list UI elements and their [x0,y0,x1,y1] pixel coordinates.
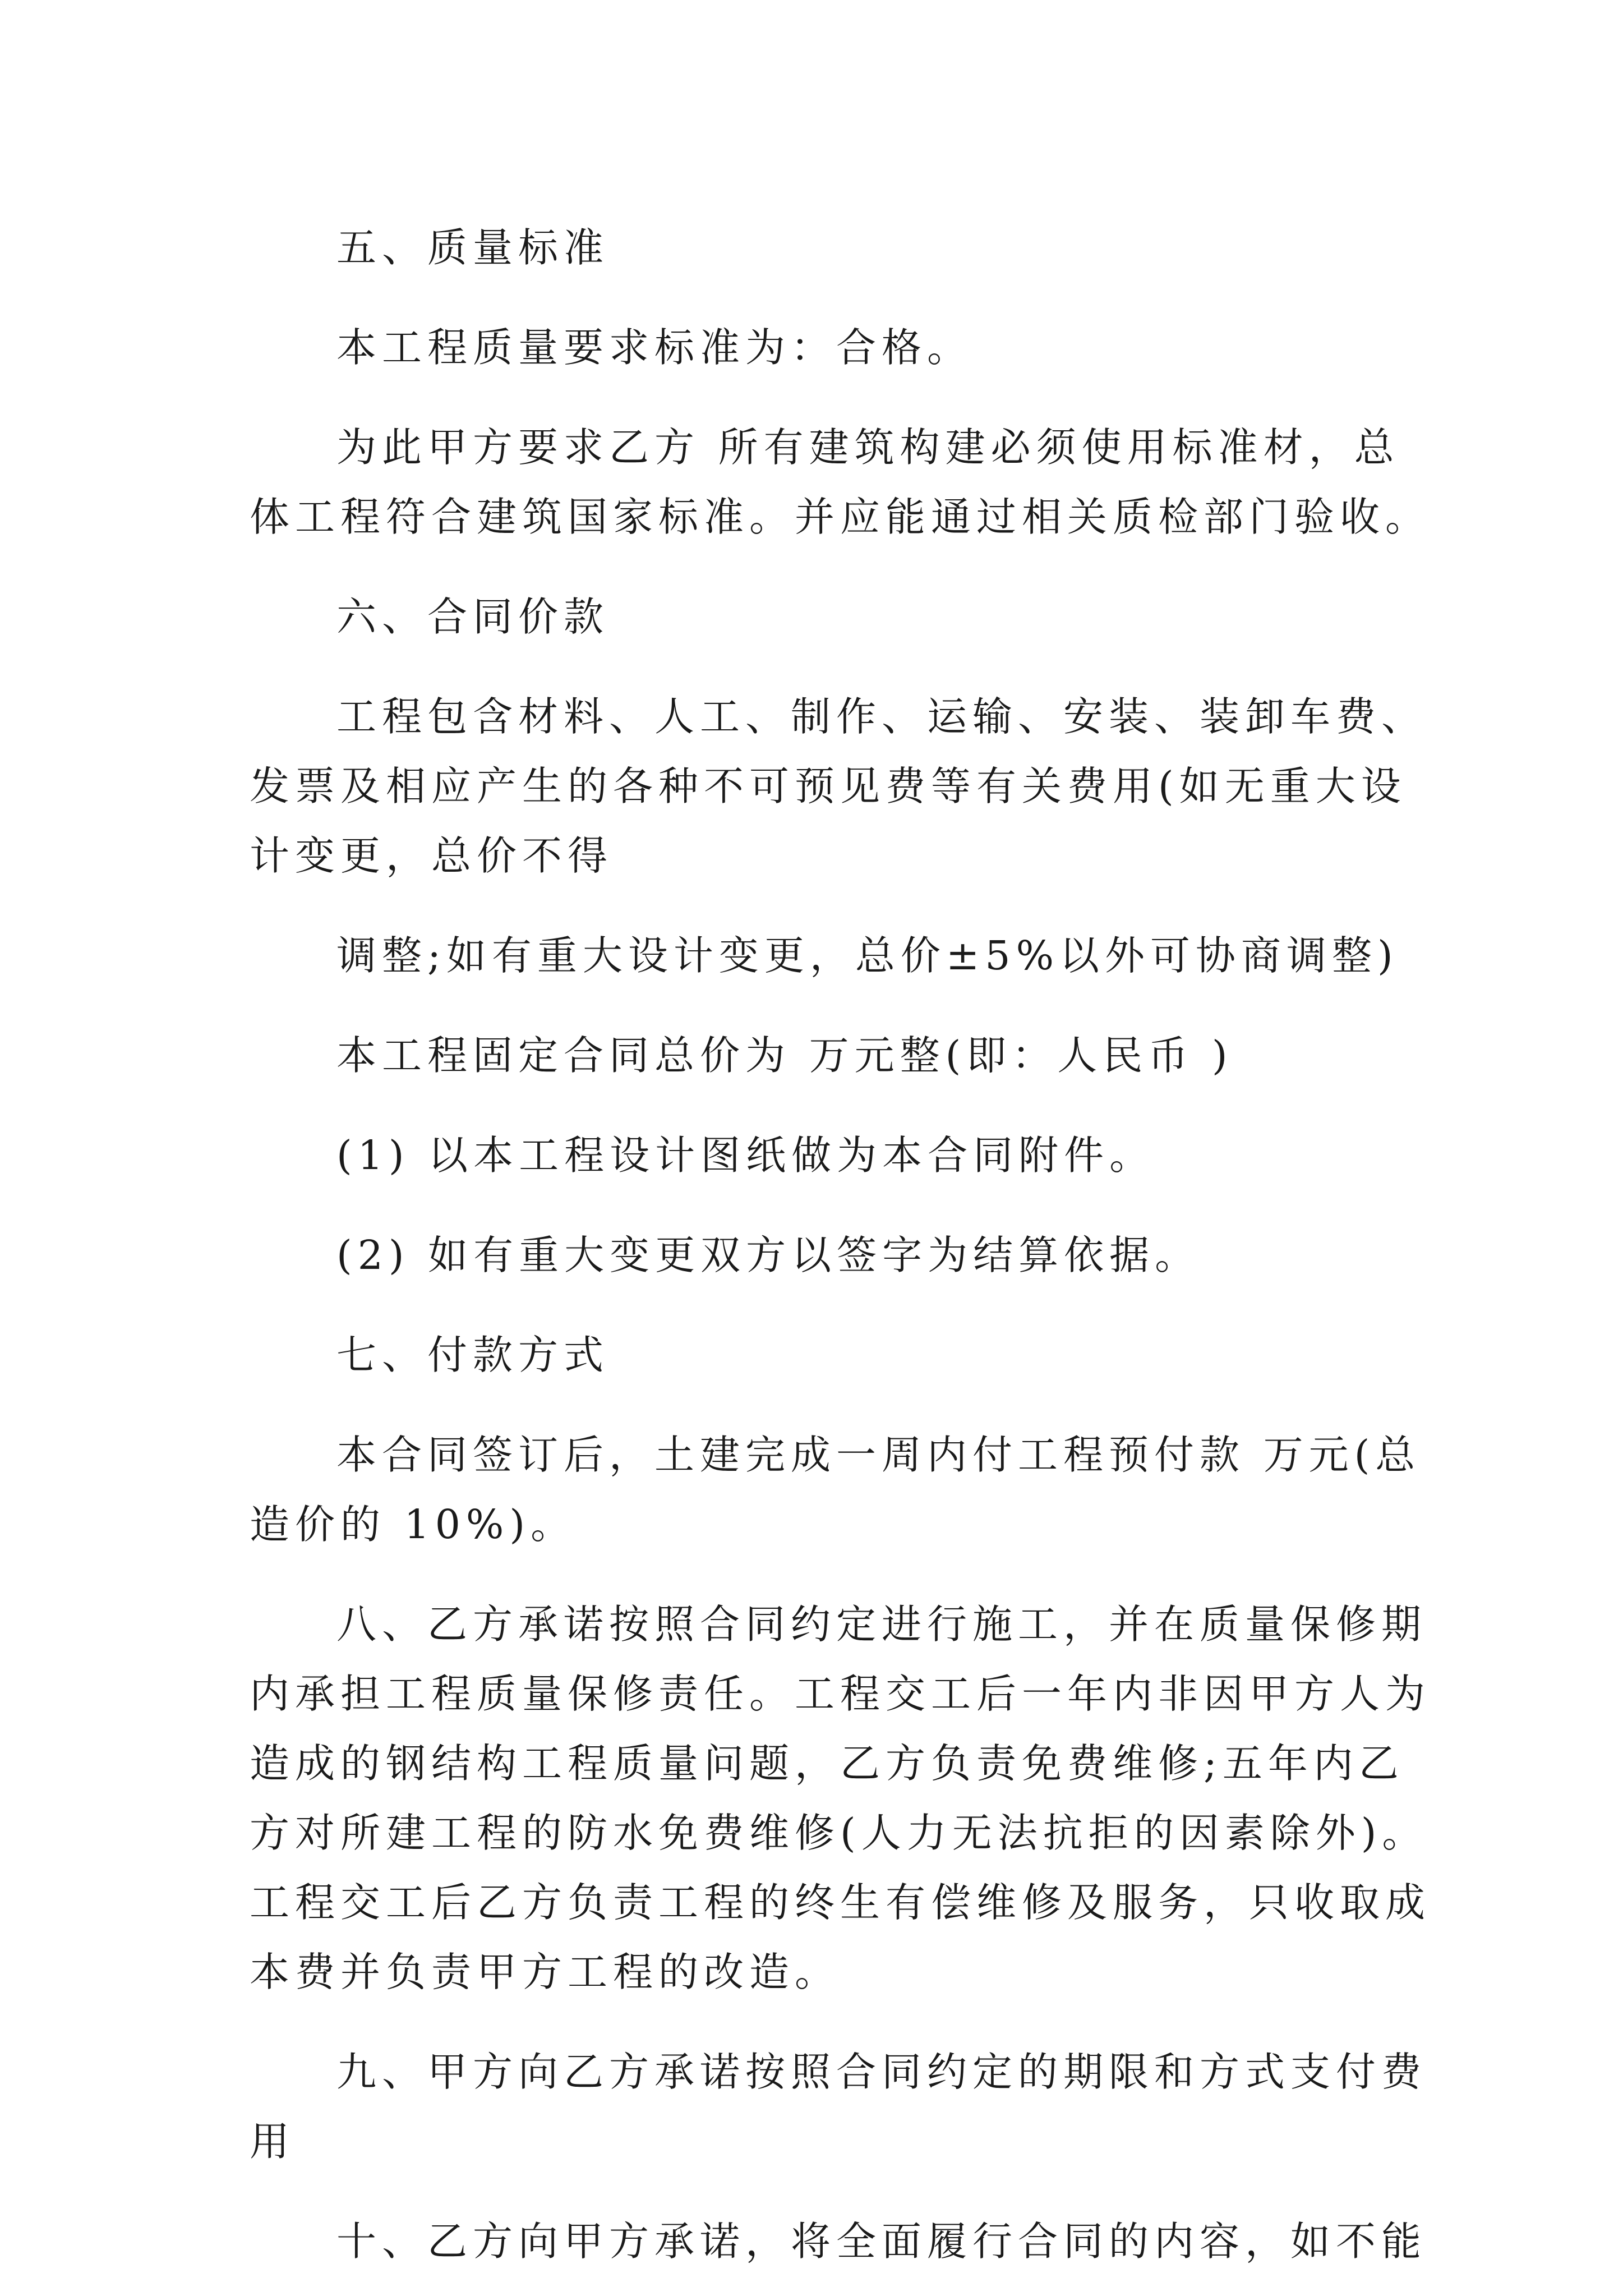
heading-quality-standard: 五、质量标准 [336,224,610,271]
paragraph-line: 体工程符合建筑国家标准。并应能通过相关质检部门验收。 [250,494,1431,540]
paragraph-line: 十、乙方向甲方承诺，将全面履行合同的内容，如不能 [336,2218,1427,2265]
paragraph-line: 八、乙方承诺按照合同约定进行施工，并在质量保修期 [336,1601,1427,1648]
paragraph-line: 内承担工程质量保修责任。工程交工后一年内非因甲方人为 [250,1671,1431,1717]
paragraph-line: 调整;如有重大设计变更，总价±5%以外可协商调整) [336,932,1399,979]
heading-payment-method: 七、付款方式 [336,1332,610,1378]
heading-contract-price: 六、合同价款 [336,593,610,640]
paragraph-line: 工程交工后乙方负责工程的终生有偿维修及服务，只收取成 [250,1879,1431,1926]
document-body [250,213,1431,2276]
list-item: (1) 以本工程设计图纸做为本合同附件。 [336,1132,1155,1179]
paragraph-line: 本工程质量要求标准为：合格。 [336,324,973,371]
paragraph-line: 方对所建工程的防水免费维修(人力无法抗拒的因素除外)。 [250,1810,1428,1856]
list-item: (2) 如有重大变更双方以签字为结算依据。 [336,1232,1201,1278]
paragraph-line: 用 [250,2118,296,2165]
paragraph-line: 九、甲方向乙方承诺按照合同约定的期限和方式支付费 [336,2049,1427,2095]
paragraph-line: 本费并负责甲方工程的改造。 [250,1949,841,1995]
paragraph-line: 本合同签订后，土建完成一周内付工程预付款 万元(总 [336,1432,1421,1478]
paragraph-line: 工程包含材料、人工、制作、运输、安装、装卸车费、 [336,693,1427,740]
paragraph-line: 发票及相应产生的各种不可预见费等有关费用(如无重大设 [250,763,1407,809]
paragraph-line: 造成的钢结构工程质量问题，乙方负责免费维修;五年内乙 [250,1740,1404,1787]
paragraph-line: 本工程固定合同总价为 万元整(即：人民币 ) [336,1032,1233,1079]
paragraph-line: 为此甲方要求乙方 所有建筑构建必须使用标准材，总 [336,424,1400,471]
paragraph-line: 计变更，总价不得 [250,832,614,879]
paragraph-line: 造价的 10%)。 [250,1501,577,1548]
